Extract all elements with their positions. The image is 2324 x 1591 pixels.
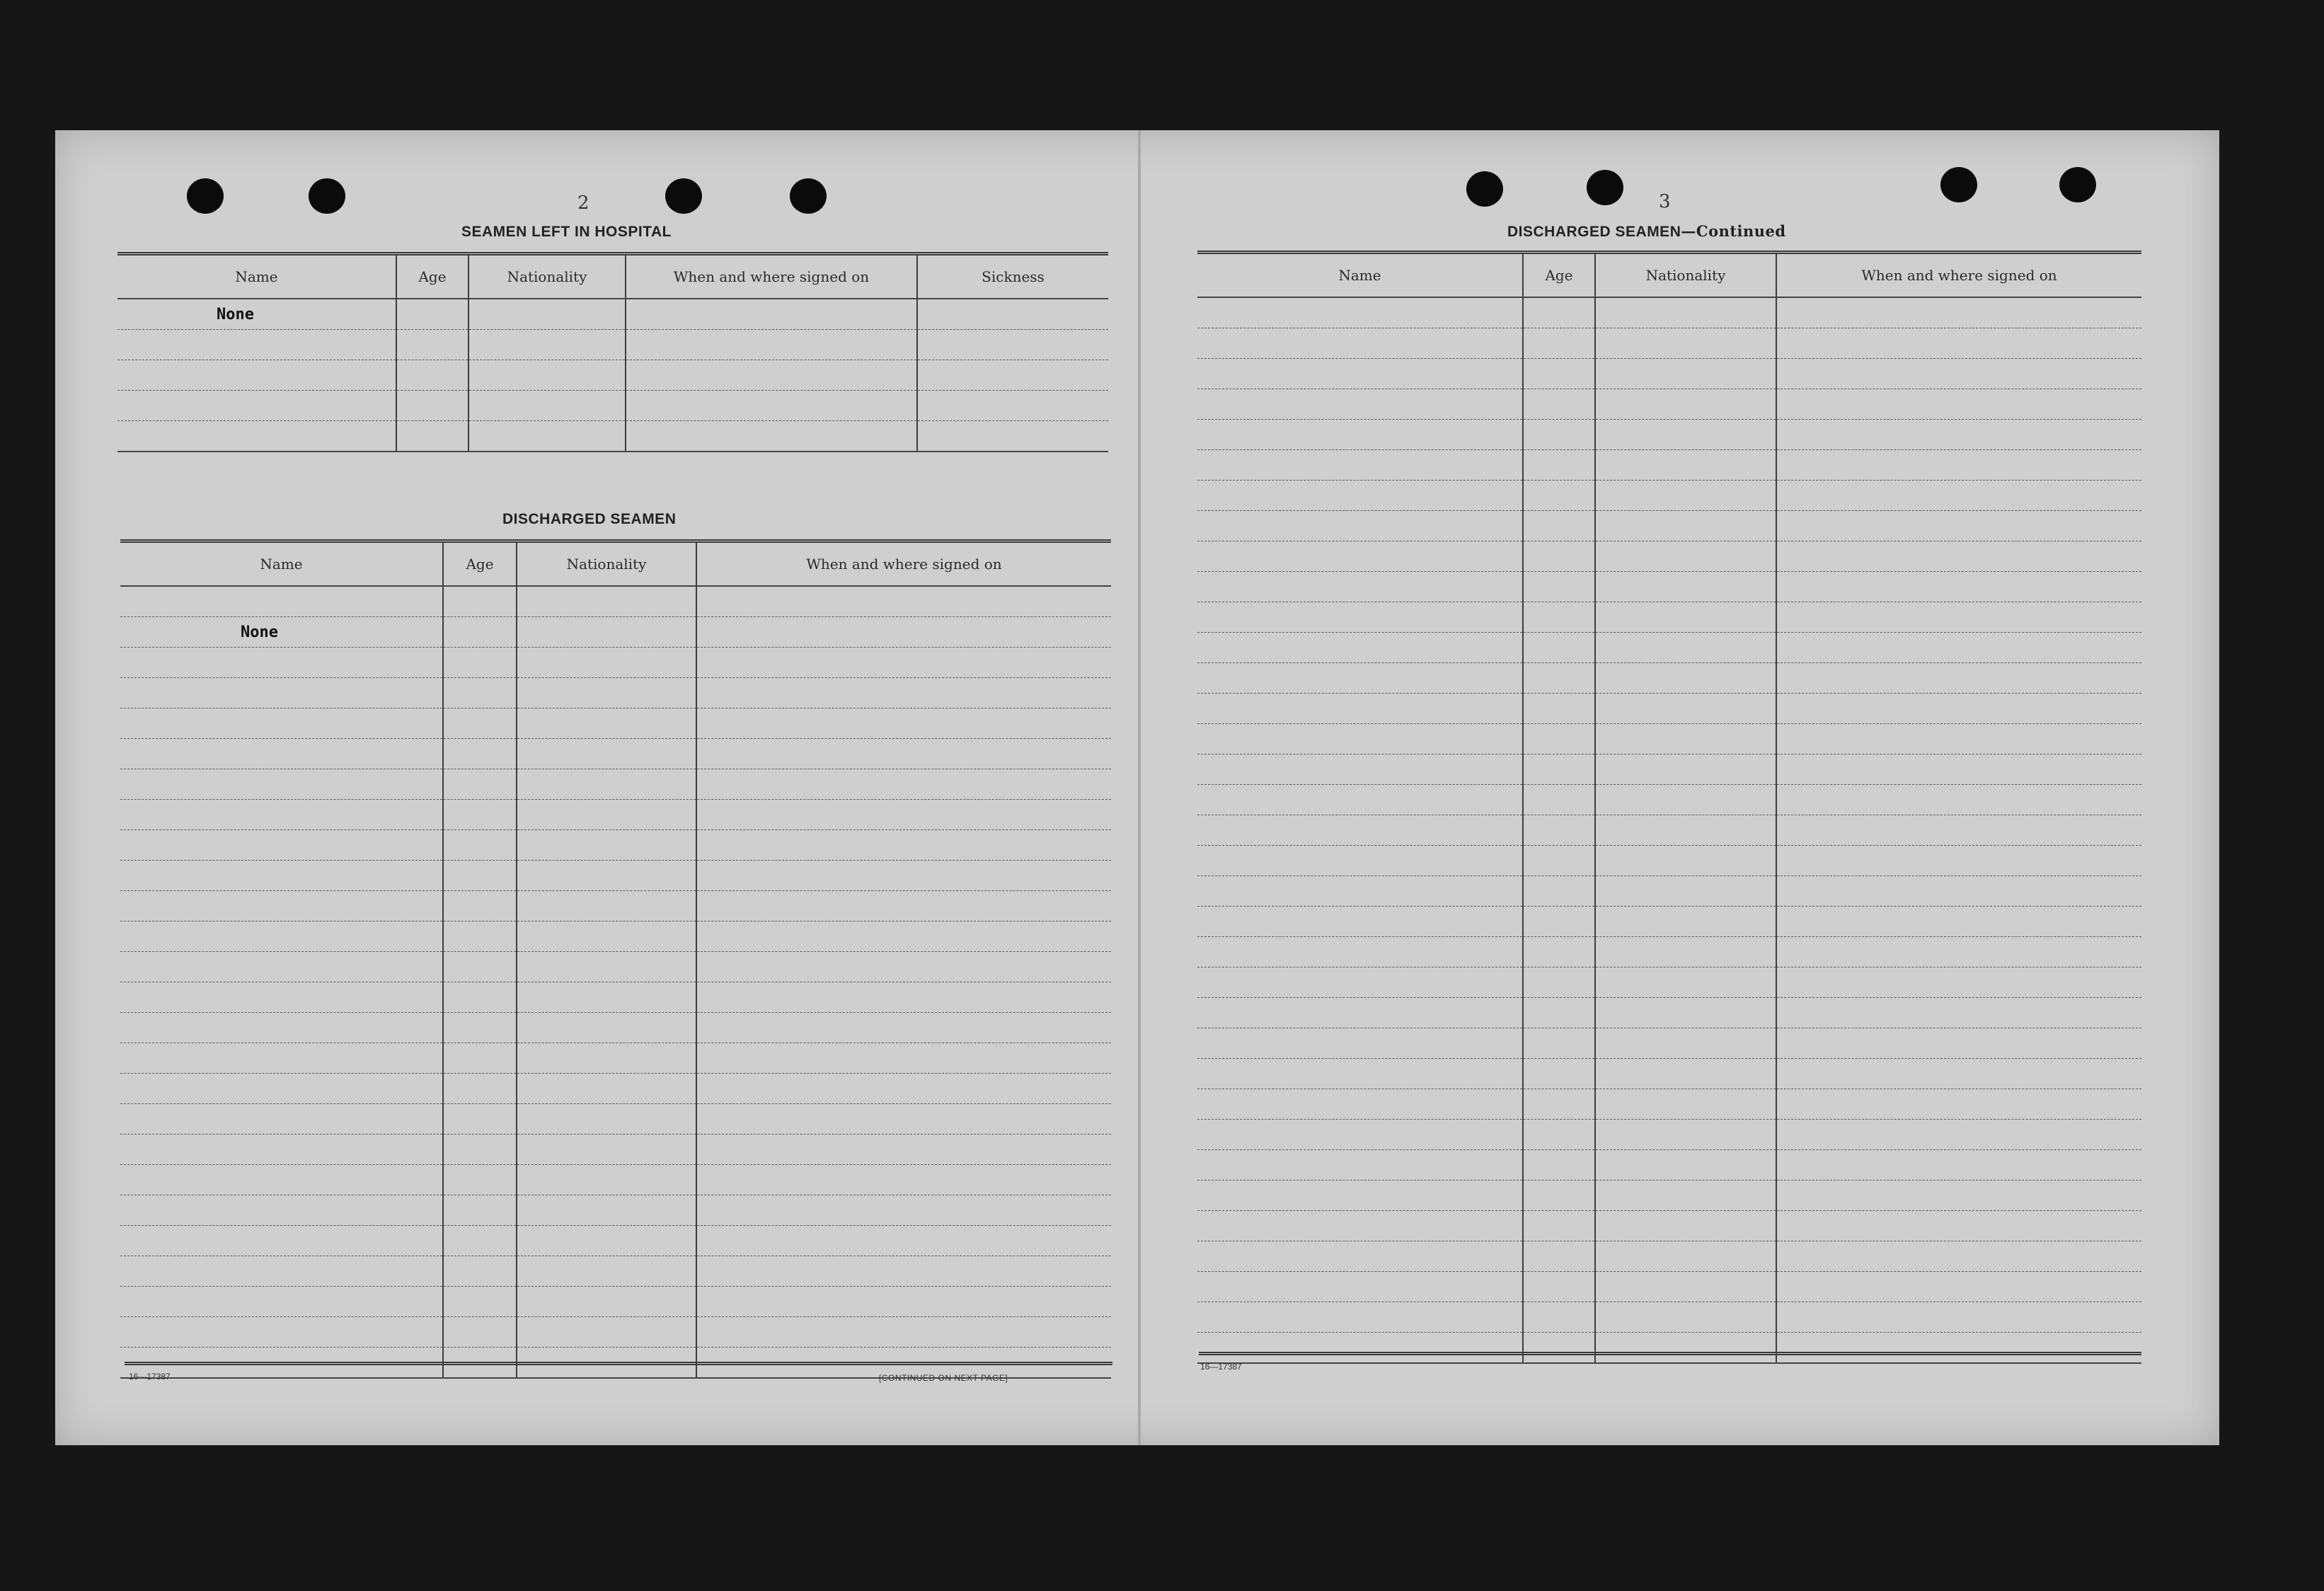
table-row (117, 391, 1108, 421)
page-number: 3 (1659, 191, 1671, 212)
table-row (120, 1013, 1111, 1043)
column-header-age: Age (396, 254, 468, 299)
table-row (120, 1165, 1111, 1195)
column-header-name: Name (120, 541, 443, 587)
column-header-sickness: Sickness (917, 254, 1108, 299)
table-row (117, 330, 1108, 360)
table-header-row (1197, 253, 2141, 298)
continued-note: [CONTINUED ON NEXT PAGE] (879, 1373, 1008, 1383)
table-row (1197, 663, 2141, 694)
table-row (1197, 1089, 2141, 1120)
table-row (117, 360, 1108, 391)
table-row (120, 586, 1111, 617)
table-row (1197, 602, 2141, 633)
table-row (120, 800, 1111, 830)
table-row (1197, 633, 2141, 663)
form-number: 16—17387 (129, 1372, 171, 1382)
table-row (117, 299, 1108, 330)
table-row (120, 1226, 1111, 1256)
table-row (1197, 967, 2141, 998)
table-row (120, 1287, 1111, 1317)
right-page (1141, 130, 2219, 1445)
table-row (1197, 876, 2141, 907)
table-row (1197, 724, 2141, 754)
scanned-document (55, 130, 2219, 1445)
table-row (120, 861, 1111, 891)
table-row (1197, 359, 2141, 389)
table-row (1197, 846, 2141, 876)
column-header-nationality: Nationality (468, 254, 626, 299)
column-header-signed-on: When and where signed on (1776, 253, 2141, 298)
table-row (120, 1043, 1111, 1074)
table-row (120, 1074, 1111, 1104)
column-header-signed-on: When and where signed on (696, 541, 1111, 587)
page-number: 2 (577, 193, 589, 214)
table-row (1197, 297, 2141, 328)
form-number: 16—17387 (1200, 1362, 1242, 1372)
column-header-age: Age (443, 541, 517, 587)
hospital-section-title: SEAMEN LEFT IN HOSPITAL (461, 224, 672, 240)
table-row (1197, 1120, 2141, 1150)
table-row (120, 1135, 1111, 1165)
footer-rule (1199, 1352, 2141, 1355)
section-title-text: DISCHARGED SEAMEN (1507, 224, 1681, 240)
table-row (1197, 1059, 2141, 1089)
table-row (120, 617, 1111, 648)
table-row (117, 421, 1108, 452)
discharged-continued-title (1507, 222, 1786, 241)
table-row (1197, 754, 2141, 785)
footer-rule (125, 1362, 1112, 1365)
column-header-signed-on: When and where signed on (626, 254, 917, 299)
table-row (120, 739, 1111, 769)
table-row (1197, 1211, 2141, 1241)
table-row (1197, 1181, 2141, 1211)
discharged-table (120, 539, 1111, 1379)
table-row (120, 952, 1111, 982)
table-row (1197, 1150, 2141, 1181)
table-row (120, 708, 1111, 739)
table-row (120, 1104, 1111, 1135)
table-row (1197, 450, 2141, 481)
table-row (1197, 572, 2141, 602)
table-row (120, 921, 1111, 952)
left-page (55, 130, 1138, 1445)
table-row (1197, 907, 2141, 937)
table-row (1197, 420, 2141, 450)
table-row (1197, 998, 2141, 1028)
column-header-nationality: Nationality (517, 541, 696, 587)
section-title-suffix: —Continued (1681, 222, 1786, 240)
table-row (1197, 1272, 2141, 1302)
table-row (1197, 389, 2141, 420)
table-row (120, 678, 1111, 708)
table-header-row (117, 254, 1108, 299)
column-header-nationality: Nationality (1595, 253, 1776, 298)
table-row (1197, 481, 2141, 511)
table-row (1197, 1302, 2141, 1333)
table-row (120, 648, 1111, 678)
table-row (120, 1317, 1111, 1348)
table-row (1197, 1333, 2141, 1364)
table-row (120, 982, 1111, 1013)
table-row (1197, 785, 2141, 815)
table-row (1197, 511, 2141, 541)
table-row (120, 830, 1111, 861)
table-row (1197, 937, 2141, 967)
table-row (120, 891, 1111, 921)
hospital-table (117, 252, 1108, 452)
table-row (1197, 694, 2141, 724)
table-header-row (120, 541, 1111, 587)
name-entry: None (117, 299, 396, 330)
column-header-age: Age (1523, 253, 1595, 298)
table-row (1197, 1028, 2141, 1059)
table-row (1197, 328, 2141, 359)
table-row (120, 1256, 1111, 1287)
table-row (120, 769, 1111, 800)
table-row (1197, 1241, 2141, 1272)
discharged-section-title: DISCHARGED SEAMEN (502, 511, 677, 527)
table-row (1197, 541, 2141, 572)
name-entry: None (120, 617, 443, 648)
column-header-name: Name (117, 254, 396, 299)
column-header-name: Name (1197, 253, 1523, 298)
table-row (120, 1195, 1111, 1226)
discharged-continued-table (1197, 251, 2141, 1364)
table-row (1197, 815, 2141, 846)
